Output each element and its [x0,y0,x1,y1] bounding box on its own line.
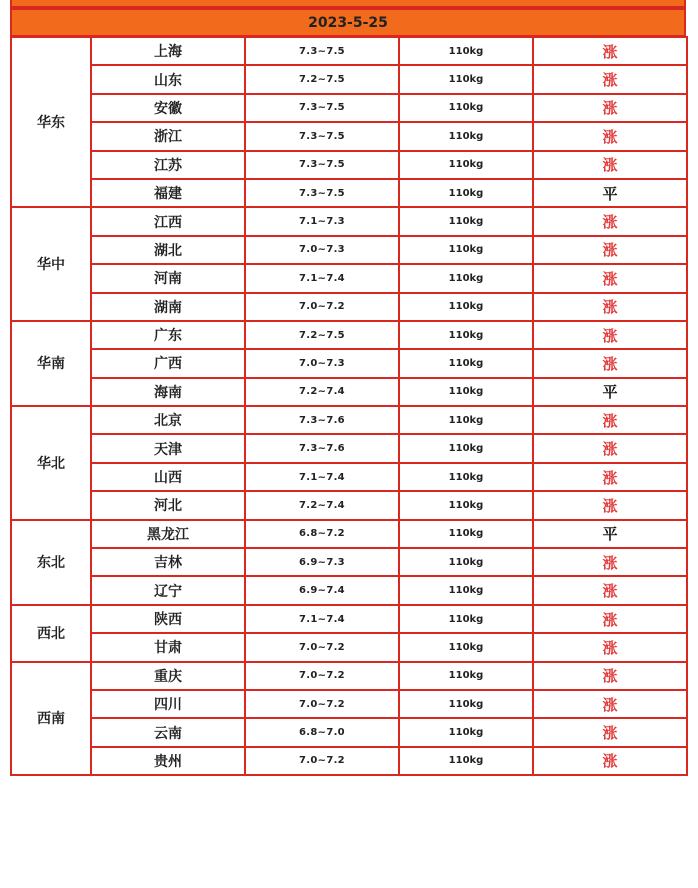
trend-indicator: 平 [533,520,687,548]
table-row [11,179,687,207]
price-range: 7.2~7.4 [245,378,399,406]
price-range: 7.2~7.5 [245,65,399,93]
table-row [11,434,687,462]
weight-value: 110kg [399,434,533,462]
weight-value: 110kg [399,605,533,633]
trend-indicator: 涨 [533,576,687,604]
table-row [11,576,687,604]
region-name: 华东 [11,37,91,207]
trend-indicator: 涨 [533,491,687,519]
date-label: 2023-5-25 [308,14,388,31]
region-name: 西北 [11,605,91,662]
table-row [11,463,687,491]
weight-value: 110kg [399,576,533,604]
price-range: 6.9~7.4 [245,576,399,604]
trend-indicator: 涨 [533,463,687,491]
price-table [10,36,688,776]
price-range: 7.3~7.5 [245,151,399,179]
weight-value: 110kg [399,321,533,349]
table-row [11,122,687,150]
province-name: 甘肃 [91,633,245,661]
trend-indicator: 平 [533,378,687,406]
table-row [11,548,687,576]
price-range: 7.1~7.4 [245,264,399,292]
table-row [11,378,687,406]
price-range: 7.3~7.6 [245,434,399,462]
price-range: 6.8~7.2 [245,520,399,548]
weight-value: 110kg [399,718,533,746]
weight-value: 110kg [399,94,533,122]
province-name: 四川 [91,690,245,718]
province-name: 山东 [91,65,245,93]
weight-value: 110kg [399,207,533,235]
table-row [11,747,687,775]
price-range: 7.1~7.4 [245,605,399,633]
price-range: 7.0~7.2 [245,747,399,775]
weight-value: 110kg [399,463,533,491]
region-name: 东北 [11,520,91,605]
price-range: 6.9~7.3 [245,548,399,576]
trend-indicator: 涨 [533,747,687,775]
price-range: 7.0~7.3 [245,349,399,377]
weight-value: 110kg [399,747,533,775]
price-range: 7.0~7.2 [245,293,399,321]
table-row [11,349,687,377]
region-name: 华北 [11,406,91,520]
weight-value: 110kg [399,633,533,661]
table-row [11,321,687,349]
trend-indicator: 涨 [533,264,687,292]
trend-indicator: 涨 [533,37,687,65]
table-row [11,662,687,690]
weight-value: 110kg [399,65,533,93]
trend-indicator: 涨 [533,662,687,690]
trend-indicator: 涨 [533,349,687,377]
region-name: 华中 [11,207,91,321]
province-name: 浙江 [91,122,245,150]
price-table-body [11,37,687,775]
table-row [11,293,687,321]
table-row [11,605,687,633]
table-row [11,520,687,548]
region-name: 西南 [11,662,91,776]
province-name: 福建 [91,179,245,207]
price-range: 7.3~7.5 [245,94,399,122]
province-name: 河南 [91,264,245,292]
trend-indicator: 涨 [533,434,687,462]
price-range: 7.3~7.5 [245,37,399,65]
weight-value: 110kg [399,491,533,519]
date-header [10,8,686,37]
weight-value: 110kg [399,236,533,264]
price-range: 7.3~7.5 [245,179,399,207]
trend-indicator: 涨 [533,207,687,235]
province-name: 广东 [91,321,245,349]
weight-value: 110kg [399,37,533,65]
province-name: 上海 [91,37,245,65]
trend-indicator: 涨 [533,406,687,434]
weight-value: 110kg [399,520,533,548]
table-row [11,633,687,661]
province-name: 云南 [91,718,245,746]
weight-value: 110kg [399,264,533,292]
province-name: 黑龙江 [91,520,245,548]
trend-indicator: 平 [533,179,687,207]
trend-indicator: 涨 [533,321,687,349]
table-row [11,236,687,264]
weight-value: 110kg [399,293,533,321]
weight-value: 110kg [399,122,533,150]
price-range: 7.3~7.6 [245,406,399,434]
province-name: 广西 [91,349,245,377]
table-row [11,690,687,718]
province-name: 山西 [91,463,245,491]
price-range: 7.0~7.2 [245,690,399,718]
province-name: 河北 [91,491,245,519]
province-name: 江苏 [91,151,245,179]
table-row [11,406,687,434]
trend-indicator: 涨 [533,548,687,576]
trend-indicator: 涨 [533,94,687,122]
table-row [11,151,687,179]
province-name: 辽宁 [91,576,245,604]
province-name: 北京 [91,406,245,434]
price-range: 7.0~7.2 [245,662,399,690]
weight-value: 110kg [399,548,533,576]
price-range: 7.1~7.3 [245,207,399,235]
header-strip [10,0,686,8]
weight-value: 110kg [399,179,533,207]
weight-value: 110kg [399,406,533,434]
trend-indicator: 涨 [533,293,687,321]
price-range: 7.0~7.2 [245,633,399,661]
table-row [11,491,687,519]
province-name: 吉林 [91,548,245,576]
weight-value: 110kg [399,690,533,718]
price-range: 6.8~7.0 [245,718,399,746]
trend-indicator: 涨 [533,236,687,264]
trend-indicator: 涨 [533,65,687,93]
trend-indicator: 涨 [533,151,687,179]
table-row [11,65,687,93]
weight-value: 110kg [399,378,533,406]
province-name: 江西 [91,207,245,235]
trend-indicator: 涨 [533,718,687,746]
table-row [11,718,687,746]
trend-indicator: 涨 [533,690,687,718]
weight-value: 110kg [399,349,533,377]
province-name: 安徽 [91,94,245,122]
table-row [11,207,687,235]
trend-indicator: 涨 [533,605,687,633]
province-name: 湖北 [91,236,245,264]
price-range: 7.2~7.5 [245,321,399,349]
province-name: 湖南 [91,293,245,321]
province-name: 贵州 [91,747,245,775]
province-name: 重庆 [91,662,245,690]
province-name: 陕西 [91,605,245,633]
province-name: 天津 [91,434,245,462]
table-row [11,37,687,65]
region-name: 华南 [11,321,91,406]
trend-indicator: 涨 [533,122,687,150]
weight-value: 110kg [399,662,533,690]
price-range: 7.2~7.4 [245,491,399,519]
price-range: 7.0~7.3 [245,236,399,264]
trend-indicator: 涨 [533,633,687,661]
province-name: 海南 [91,378,245,406]
weight-value: 110kg [399,151,533,179]
price-range: 7.1~7.4 [245,463,399,491]
price-range: 7.3~7.5 [245,122,399,150]
table-row [11,94,687,122]
table-row [11,264,687,292]
